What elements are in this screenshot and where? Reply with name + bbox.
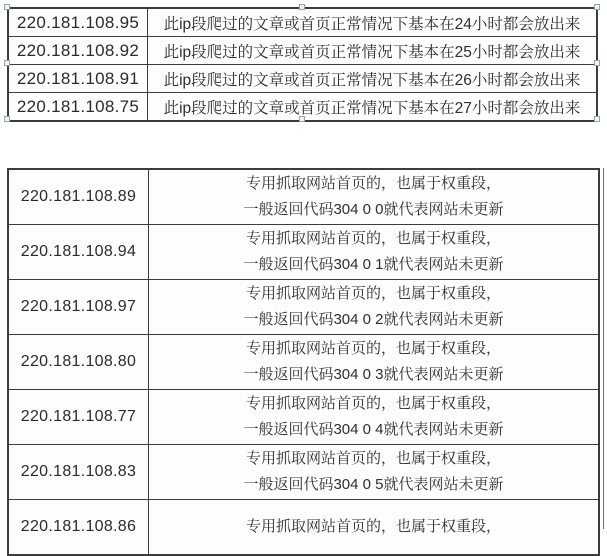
ip-cell: 220.181.108.86: [8, 500, 149, 556]
table-row: [8, 500, 599, 556]
note-line-1: 专用抓取网站首页的，也属于权重段，: [245, 450, 501, 467]
selection-handle-bottom-left[interactable]: [4, 116, 10, 122]
desc-cell: 此ip段爬过的文章或首页正常情况下基本在27小时都会放出来: [148, 93, 598, 122]
selection-handle-middle-left[interactable]: [4, 60, 10, 66]
ip-cell: 220.181.108.97: [8, 280, 149, 335]
ip-cell: 220.181.108.75: [8, 93, 148, 122]
note-line-2: 一般返回代码304 0 2就代表网站未更新: [243, 311, 504, 328]
note-line-2: 一般返回代码304 0 5就代表网站未更新: [243, 476, 504, 493]
homepage-spider-table: [7, 168, 600, 556]
table-row: [8, 445, 599, 500]
ip-cell: 220.181.108.92: [8, 37, 148, 65]
table-row: [8, 280, 599, 335]
ip-cell: 220.181.108.91: [8, 65, 148, 93]
selection-handle-middle-right[interactable]: [594, 60, 600, 66]
note-line-1: 专用抓取网站首页的，也属于权重段，: [245, 285, 501, 302]
note-cell: [149, 225, 600, 280]
table-row: [8, 225, 599, 280]
table-row: [8, 335, 599, 390]
note-line-1: 专用抓取网站首页的，也属于权重段，: [245, 340, 501, 357]
ip-cell: 220.181.108.77: [8, 390, 149, 445]
selection-handle-top-left[interactable]: [4, 4, 10, 10]
note-cell: [149, 390, 600, 445]
note-cell: [149, 169, 600, 225]
ip-cell: 220.181.108.80: [8, 335, 149, 390]
selection-handle-bottom-right[interactable]: [594, 116, 600, 122]
ip-cell: 220.181.108.83: [8, 445, 149, 500]
note-line-2: 一般返回代码304 0 3就代表网站未更新: [243, 366, 504, 383]
table-row: [8, 37, 597, 65]
note-line-2: 一般返回代码304 0 4就代表网站未更新: [243, 421, 504, 438]
page-edge-line: [603, 168, 604, 529]
table-row: [8, 169, 599, 225]
selection-handle-top-right[interactable]: [594, 4, 600, 10]
note-line-1: 专用抓取网站首页的，也属于权重段，: [245, 518, 501, 535]
crawl-time-table: [7, 7, 598, 122]
selection-handle-top-center[interactable]: [299, 4, 305, 10]
table-row: [8, 390, 599, 445]
note-line-1: 专用抓取网站首页的，也属于权重段，: [245, 395, 501, 412]
desc-cell: 此ip段爬过的文章或首页正常情况下基本在24小时都会放出来: [148, 8, 598, 37]
note-cell: [149, 335, 600, 390]
note-line-2: 一般返回代码304 0 1就代表网站未更新: [243, 256, 504, 273]
table-row: [8, 65, 597, 93]
note-cell: [149, 445, 600, 500]
note-line-1: 专用抓取网站首页的，也属于权重段，: [245, 175, 501, 192]
desc-cell: 此ip段爬过的文章或首页正常情况下基本在26小时都会放出来: [148, 65, 598, 93]
note-line-1: 专用抓取网站首页的，也属于权重段，: [245, 230, 501, 247]
table-row: [8, 8, 597, 37]
desc-cell: 此ip段爬过的文章或首页正常情况下基本在25小时都会放出来: [148, 37, 598, 65]
ip-cell: 220.181.108.94: [8, 225, 149, 280]
note-cell: [149, 500, 600, 556]
note-cell: [149, 280, 600, 335]
note-line-2: 一般返回代码304 0 0就代表网站未更新: [243, 201, 504, 218]
selection-handle-bottom-center[interactable]: [299, 116, 305, 122]
ip-cell: 220.181.108.95: [8, 8, 148, 37]
ip-cell: 220.181.108.89: [8, 169, 149, 225]
